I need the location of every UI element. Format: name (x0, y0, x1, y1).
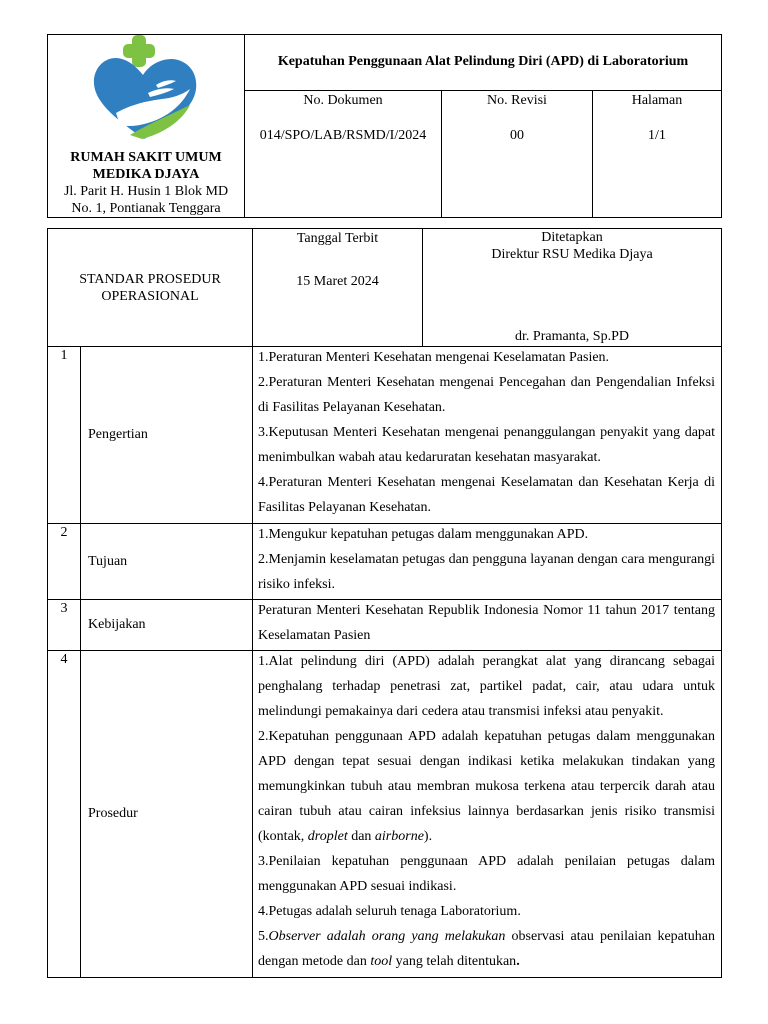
document-title: Kepatuhan Penggunaan Alat Pelindung Diri (APD) di Laboratorium (245, 35, 722, 91)
approval-authority: Direktur RSU Medika Djaya (491, 247, 653, 262)
section-title: Prosedur (81, 651, 253, 978)
spo-label-line-2: OPERASIONAL (101, 288, 199, 304)
section-number: 3 (48, 600, 81, 651)
spo-label-line-1: STANDAR PROSEDUR (79, 271, 221, 287)
address-line-1: Jl. Parit H. Husin 1 Blok MD (63, 184, 229, 199)
list-item: 3.Penilaian kepatuhan penggunaan APD adalah penilaian petugas dalam menggunakan APD sesuai indikasi. (258, 854, 716, 894)
section-number: 4 (48, 651, 81, 978)
hospital-identity-cell (48, 35, 245, 218)
list-item: 1.Peraturan Menteri Kesehatan mengenai Keselamatan Pasien. (258, 350, 610, 365)
section-row-kebijakan (48, 600, 722, 651)
issue-date-label: Tanggal Terbit (296, 231, 379, 246)
section-title: Pengertian (81, 347, 253, 524)
issue-date-value: 15 Maret 2024 (296, 274, 379, 289)
section-number: 1 (48, 347, 81, 524)
approval-label: Ditetapkan (541, 230, 603, 245)
hospital-name-line-1: RUMAH SAKIT UMUM (70, 150, 222, 165)
item-text: dan (347, 829, 375, 844)
list-item (258, 924, 715, 974)
item-text: 5. (258, 929, 269, 944)
section-row-pengertian (48, 347, 722, 524)
item-term-observer: Observer adalah orang yang melakukan (268, 929, 506, 944)
approval-cell (423, 229, 722, 347)
section-number: 2 (48, 524, 81, 600)
item-term-droplet: droplet (307, 829, 348, 844)
page-cell (593, 90, 722, 217)
section-title: Kebijakan (81, 600, 253, 651)
page-label: Halaman (631, 92, 683, 108)
list-item: 1.Mengukur kepatuhan petugas dalam menggunakan APD. (258, 527, 589, 542)
issue-date-cell (253, 229, 423, 347)
hospital-address (48, 183, 244, 217)
hospital-name-line-2: MEDIKA DJAYA (92, 167, 200, 182)
section-content (253, 524, 722, 600)
list-item: 2.Menjamin keselamatan petugas dan pengguna layanan dengan cara mengurangi risiko infeksi. (258, 552, 716, 592)
hospital-logo-icon (86, 35, 206, 145)
signer-name: dr. Pramanta, Sp.PD (515, 329, 629, 344)
section-content (253, 600, 722, 651)
list-item: 3.Keputusan Menteri Kesehatan mengenai penanggulangan penyakit yang dapat menimbulkan wabah atau kedaruratan kesehatan masyarakat. (258, 425, 716, 465)
revision-value: 00 (510, 127, 524, 143)
address-line-2: No. 1, Pontianak Tenggara (71, 201, 221, 216)
item-term-airborne: airborne (374, 829, 424, 844)
revision-label: No. Revisi (487, 92, 547, 108)
spo-label-cell (48, 229, 253, 347)
list-item: 4.Petugas adalah seluruh tenaga Laboratorium. (258, 904, 521, 919)
spo-table (47, 228, 722, 978)
section-content (253, 651, 722, 978)
item-text: 2.Kepatuhan penggunaan APD adalah kepatuhan petugas dalam menggunakan APD dengan tepat sesuai dengan indikasi ketika melakukan tindakan yang memungkinkan tubuh atau membran mukosa terkena atau terpercik darah atau cairan tubuh atau cairan infeksius lainnya berdasarkan jenis risiko transmisi (kontak, (258, 729, 716, 844)
item-period: . (516, 954, 520, 969)
section-row-tujuan (48, 524, 722, 600)
doc-number-cell (245, 90, 442, 217)
list-item: 4.Peraturan Menteri Kesehatan mengenai Keselamatan dan Kesehatan Kerja di Fasilitas Pelayanan Kesehatan. (258, 475, 716, 515)
page-value: 1/1 (648, 127, 666, 143)
list-item (258, 724, 715, 849)
list-item: 2.Peraturan Menteri Kesehatan mengenai Pencegahan dan Pengendalian Infeksi di Fasilitas Pelayanan Kesehatan. (258, 375, 716, 415)
item-text: observasi atau penilaian kepatuhan dengan metode dan (258, 929, 716, 969)
document-header-table (47, 34, 722, 218)
doc-number-value: 014/SPO/LAB/RSMD/I/2024 (259, 127, 427, 143)
section-content (253, 347, 722, 524)
revision-cell (442, 90, 593, 217)
doc-number-label: No. Dokumen (303, 92, 383, 108)
item-text: ). (423, 829, 433, 844)
section-row-prosedur (48, 651, 722, 978)
list-item: Peraturan Menteri Kesehatan Republik Indonesia Nomor 11 tahun 2017 tentang Keselamatan Pasien (258, 603, 716, 643)
section-title: Tujuan (81, 524, 253, 600)
item-term-tool: tool (370, 954, 393, 969)
item-text: yang telah ditentukan (392, 954, 517, 969)
list-item: 1.Alat pelindung diri (APD) adalah perangkat alat yang dirancang sebagai penghalang terhadap penetrasi zat, partikel padat, cair, atau udara untuk melindungi pemakainya dari cedera atau transmisi infeksi atau penyakit. (258, 654, 716, 719)
hospital-name (48, 149, 244, 183)
